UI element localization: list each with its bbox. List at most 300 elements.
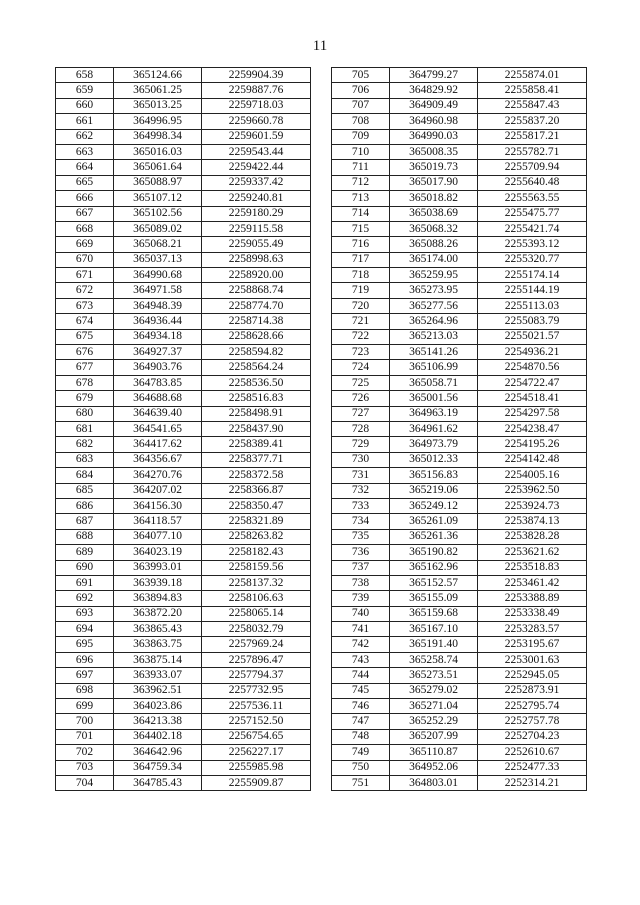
table-row	[332, 252, 587, 267]
x-coordinate-cell: 365106.99	[390, 360, 478, 375]
table-row	[332, 760, 587, 775]
point-number-cell: 699	[56, 699, 114, 714]
table-row	[332, 298, 587, 313]
table-row	[332, 129, 587, 144]
table-row	[56, 268, 311, 283]
table-row	[56, 745, 311, 760]
y-coordinate-cell: 2258366.87	[202, 483, 311, 498]
y-coordinate-cell: 2254195.26	[478, 437, 587, 452]
x-coordinate-cell: 363962.51	[114, 683, 202, 698]
y-coordinate-cell: 2252610.67	[478, 745, 587, 760]
y-coordinate-cell: 2254722.47	[478, 375, 587, 390]
table-row	[56, 252, 311, 267]
point-number-cell: 713	[332, 191, 390, 206]
point-number-cell: 717	[332, 252, 390, 267]
coordinates-table-right	[331, 67, 587, 791]
x-coordinate-cell: 365190.82	[390, 545, 478, 560]
point-number-cell: 668	[56, 221, 114, 236]
x-coordinate-cell: 365068.21	[114, 237, 202, 252]
x-coordinate-cell: 363993.01	[114, 560, 202, 575]
point-number-cell: 679	[56, 391, 114, 406]
x-coordinate-cell: 364971.58	[114, 283, 202, 298]
table-row	[332, 83, 587, 98]
y-coordinate-cell: 2253001.63	[478, 652, 587, 667]
x-coordinate-cell: 364639.40	[114, 406, 202, 421]
y-coordinate-cell: 2257152.50	[202, 714, 311, 729]
point-number-cell: 715	[332, 221, 390, 236]
y-coordinate-cell: 2259422.44	[202, 160, 311, 175]
table-row	[332, 637, 587, 652]
table-row	[56, 699, 311, 714]
table-row	[56, 144, 311, 159]
x-coordinate-cell: 364356.67	[114, 452, 202, 467]
x-coordinate-cell: 365273.95	[390, 283, 478, 298]
y-coordinate-cell: 2258536.50	[202, 375, 311, 390]
x-coordinate-cell: 365107.12	[114, 191, 202, 206]
x-coordinate-cell: 364990.68	[114, 268, 202, 283]
table-row	[332, 114, 587, 129]
table-body	[332, 68, 587, 791]
x-coordinate-cell: 364156.30	[114, 498, 202, 513]
point-number-cell: 736	[332, 545, 390, 560]
x-coordinate-cell: 365019.73	[390, 160, 478, 175]
table-row	[332, 699, 587, 714]
table-row	[56, 652, 311, 667]
point-number-cell: 669	[56, 237, 114, 252]
y-coordinate-cell: 2255393.12	[478, 237, 587, 252]
x-coordinate-cell: 365038.69	[390, 206, 478, 221]
x-coordinate-cell: 365008.35	[390, 144, 478, 159]
table-row	[332, 545, 587, 560]
y-coordinate-cell: 2255817.21	[478, 129, 587, 144]
table-row	[56, 329, 311, 344]
point-number-cell: 710	[332, 144, 390, 159]
point-number-cell: 738	[332, 575, 390, 590]
point-number-cell: 659	[56, 83, 114, 98]
table-row	[56, 68, 311, 83]
y-coordinate-cell: 2258350.47	[202, 498, 311, 513]
y-coordinate-cell: 2258498.91	[202, 406, 311, 421]
table-row	[56, 714, 311, 729]
point-number-cell: 671	[56, 268, 114, 283]
point-number-cell: 701	[56, 729, 114, 744]
y-coordinate-cell: 2254142.48	[478, 452, 587, 467]
y-coordinate-cell: 2252795.74	[478, 699, 587, 714]
point-number-cell: 745	[332, 683, 390, 698]
y-coordinate-cell: 2258377.71	[202, 452, 311, 467]
y-coordinate-cell: 2255113.03	[478, 298, 587, 313]
table-row	[56, 729, 311, 744]
x-coordinate-cell: 365088.26	[390, 237, 478, 252]
y-coordinate-cell: 2255421.74	[478, 221, 587, 236]
point-number-cell: 688	[56, 529, 114, 544]
point-number-cell: 673	[56, 298, 114, 313]
x-coordinate-cell: 363933.07	[114, 668, 202, 683]
y-coordinate-cell: 2252945.05	[478, 668, 587, 683]
x-coordinate-cell: 365141.26	[390, 345, 478, 360]
x-coordinate-cell: 365174.00	[390, 252, 478, 267]
point-number-cell: 732	[332, 483, 390, 498]
point-number-cell: 678	[56, 375, 114, 390]
y-coordinate-cell: 2253874.13	[478, 514, 587, 529]
point-number-cell: 744	[332, 668, 390, 683]
point-number-cell: 674	[56, 314, 114, 329]
x-coordinate-cell: 365001.56	[390, 391, 478, 406]
x-coordinate-cell: 365068.32	[390, 221, 478, 236]
y-coordinate-cell: 2256227.17	[202, 745, 311, 760]
table-row	[332, 775, 587, 790]
table-row	[332, 206, 587, 221]
x-coordinate-cell: 365213.03	[390, 329, 478, 344]
x-coordinate-cell: 365124.66	[114, 68, 202, 83]
point-number-cell: 700	[56, 714, 114, 729]
y-coordinate-cell: 2258032.79	[202, 622, 311, 637]
x-coordinate-cell: 365271.04	[390, 699, 478, 714]
x-coordinate-cell: 365261.09	[390, 514, 478, 529]
x-coordinate-cell: 364996.95	[114, 114, 202, 129]
table-row	[332, 98, 587, 113]
x-coordinate-cell: 364417.62	[114, 437, 202, 452]
table-row	[332, 652, 587, 667]
x-coordinate-cell: 365219.06	[390, 483, 478, 498]
point-number-cell: 695	[56, 637, 114, 652]
x-coordinate-cell: 365012.33	[390, 452, 478, 467]
y-coordinate-cell: 2258868.74	[202, 283, 311, 298]
point-number-cell: 658	[56, 68, 114, 83]
x-coordinate-cell: 365152.57	[390, 575, 478, 590]
point-number-cell: 751	[332, 775, 390, 790]
x-coordinate-cell: 365259.95	[390, 268, 478, 283]
y-coordinate-cell: 2253283.57	[478, 622, 587, 637]
point-number-cell: 750	[332, 760, 390, 775]
y-coordinate-cell: 2258106.63	[202, 591, 311, 606]
table-row	[56, 575, 311, 590]
point-number-cell: 687	[56, 514, 114, 529]
point-number-cell: 692	[56, 591, 114, 606]
y-coordinate-cell: 2255475.77	[478, 206, 587, 221]
point-number-cell: 666	[56, 191, 114, 206]
y-coordinate-cell: 2259115.58	[202, 221, 311, 236]
table-row	[332, 452, 587, 467]
x-coordinate-cell: 363872.20	[114, 606, 202, 621]
table-row	[332, 345, 587, 360]
y-coordinate-cell: 2254005.16	[478, 468, 587, 483]
y-coordinate-cell: 2252704.23	[478, 729, 587, 744]
table-row	[56, 391, 311, 406]
y-coordinate-cell: 2259601.59	[202, 129, 311, 144]
point-number-cell: 705	[332, 68, 390, 83]
table-row	[56, 637, 311, 652]
point-number-cell: 702	[56, 745, 114, 760]
x-coordinate-cell: 364936.44	[114, 314, 202, 329]
y-coordinate-cell: 2259660.78	[202, 114, 311, 129]
point-number-cell: 724	[332, 360, 390, 375]
point-number-cell: 728	[332, 421, 390, 436]
x-coordinate-cell: 364642.96	[114, 745, 202, 760]
y-coordinate-cell: 2258774.70	[202, 298, 311, 313]
x-coordinate-cell: 365061.25	[114, 83, 202, 98]
table-row	[332, 683, 587, 698]
table-row	[332, 606, 587, 621]
x-coordinate-cell: 365102.56	[114, 206, 202, 221]
y-coordinate-cell: 2253195.67	[478, 637, 587, 652]
y-coordinate-cell: 2255874.01	[478, 68, 587, 83]
y-coordinate-cell: 2259887.76	[202, 83, 311, 98]
y-coordinate-cell: 2258263.82	[202, 529, 311, 544]
y-coordinate-cell: 2253962.50	[478, 483, 587, 498]
point-number-cell: 741	[332, 622, 390, 637]
table-row	[56, 775, 311, 790]
point-number-cell: 720	[332, 298, 390, 313]
y-coordinate-cell: 2255847.43	[478, 98, 587, 113]
x-coordinate-cell: 364402.18	[114, 729, 202, 744]
table-row	[56, 452, 311, 467]
x-coordinate-cell: 364909.49	[390, 98, 478, 113]
point-number-cell: 677	[56, 360, 114, 375]
y-coordinate-cell: 2258628.66	[202, 329, 311, 344]
table-row	[332, 375, 587, 390]
point-number-cell: 689	[56, 545, 114, 560]
point-number-cell: 662	[56, 129, 114, 144]
y-coordinate-cell: 2257536.11	[202, 699, 311, 714]
y-coordinate-cell: 2259240.81	[202, 191, 311, 206]
y-coordinate-cell: 2257896.47	[202, 652, 311, 667]
y-coordinate-cell: 2258159.56	[202, 560, 311, 575]
table-row	[332, 575, 587, 590]
x-coordinate-cell: 364799.27	[390, 68, 478, 83]
point-number-cell: 743	[332, 652, 390, 667]
y-coordinate-cell: 2252314.21	[478, 775, 587, 790]
point-number-cell: 660	[56, 98, 114, 113]
x-coordinate-cell: 365037.13	[114, 252, 202, 267]
table-row	[332, 560, 587, 575]
x-coordinate-cell: 365252.29	[390, 714, 478, 729]
x-coordinate-cell: 364960.98	[390, 114, 478, 129]
y-coordinate-cell: 2259718.03	[202, 98, 311, 113]
y-coordinate-cell: 2255640.48	[478, 175, 587, 190]
x-coordinate-cell: 365061.64	[114, 160, 202, 175]
x-coordinate-cell: 365013.25	[114, 98, 202, 113]
x-coordinate-cell: 364948.39	[114, 298, 202, 313]
y-coordinate-cell: 2255909.87	[202, 775, 311, 790]
x-coordinate-cell: 364973.79	[390, 437, 478, 452]
table-row	[56, 498, 311, 513]
table-body	[56, 68, 311, 791]
point-number-cell: 661	[56, 114, 114, 129]
point-number-cell: 709	[332, 129, 390, 144]
y-coordinate-cell: 2258372.58	[202, 468, 311, 483]
y-coordinate-cell: 2252477.33	[478, 760, 587, 775]
x-coordinate-cell: 365110.87	[390, 745, 478, 760]
y-coordinate-cell: 2256754.65	[202, 729, 311, 744]
point-number-cell: 742	[332, 637, 390, 652]
table-row	[332, 514, 587, 529]
x-coordinate-cell: 364118.57	[114, 514, 202, 529]
table-row	[56, 345, 311, 360]
x-coordinate-cell: 365279.02	[390, 683, 478, 698]
point-number-cell: 682	[56, 437, 114, 452]
point-number-cell: 665	[56, 175, 114, 190]
y-coordinate-cell: 2258594.82	[202, 345, 311, 360]
point-number-cell: 696	[56, 652, 114, 667]
y-coordinate-cell: 2255021.57	[478, 329, 587, 344]
point-number-cell: 730	[332, 452, 390, 467]
table-row	[56, 221, 311, 236]
x-coordinate-cell: 363863.75	[114, 637, 202, 652]
point-number-cell: 746	[332, 699, 390, 714]
point-number-cell: 722	[332, 329, 390, 344]
y-coordinate-cell: 2257732.95	[202, 683, 311, 698]
y-coordinate-cell: 2254297.58	[478, 406, 587, 421]
table-row	[332, 483, 587, 498]
table-row	[332, 391, 587, 406]
x-coordinate-cell: 365273.51	[390, 668, 478, 683]
table-row	[56, 314, 311, 329]
point-number-cell: 719	[332, 283, 390, 298]
table-row	[332, 68, 587, 83]
table-row	[332, 714, 587, 729]
point-number-cell: 723	[332, 345, 390, 360]
x-coordinate-cell: 365159.68	[390, 606, 478, 621]
x-coordinate-cell: 363875.14	[114, 652, 202, 667]
table-row	[56, 206, 311, 221]
table-row	[56, 191, 311, 206]
table-row	[56, 298, 311, 313]
point-number-cell: 748	[332, 729, 390, 744]
x-coordinate-cell: 365264.96	[390, 314, 478, 329]
table-row	[56, 760, 311, 775]
table-row	[56, 129, 311, 144]
y-coordinate-cell: 2255837.20	[478, 114, 587, 129]
table-row	[56, 421, 311, 436]
x-coordinate-cell: 365058.71	[390, 375, 478, 390]
point-number-cell: 739	[332, 591, 390, 606]
table-row	[332, 729, 587, 744]
point-number-cell: 680	[56, 406, 114, 421]
table-row	[332, 191, 587, 206]
point-number-cell: 686	[56, 498, 114, 513]
table-row	[56, 98, 311, 113]
x-coordinate-cell: 365016.03	[114, 144, 202, 159]
point-number-cell: 721	[332, 314, 390, 329]
page-number: 11	[312, 38, 328, 54]
table-row	[56, 237, 311, 252]
table-row	[56, 545, 311, 560]
point-number-cell: 683	[56, 452, 114, 467]
x-coordinate-cell: 364270.76	[114, 468, 202, 483]
y-coordinate-cell: 2258182.43	[202, 545, 311, 560]
y-coordinate-cell: 2258516.83	[202, 391, 311, 406]
x-coordinate-cell: 364903.76	[114, 360, 202, 375]
table-row	[56, 560, 311, 575]
x-coordinate-cell: 365277.56	[390, 298, 478, 313]
table-row	[56, 114, 311, 129]
table-row	[56, 437, 311, 452]
coordinates-table-left	[55, 67, 311, 791]
y-coordinate-cell: 2254870.56	[478, 360, 587, 375]
y-coordinate-cell: 2255709.94	[478, 160, 587, 175]
point-number-cell: 693	[56, 606, 114, 621]
x-coordinate-cell: 365089.02	[114, 221, 202, 236]
x-coordinate-cell: 364077.10	[114, 529, 202, 544]
x-coordinate-cell: 363939.18	[114, 575, 202, 590]
point-number-cell: 731	[332, 468, 390, 483]
point-number-cell: 725	[332, 375, 390, 390]
table-row	[332, 360, 587, 375]
x-coordinate-cell: 365261.36	[390, 529, 478, 544]
x-coordinate-cell: 364207.02	[114, 483, 202, 498]
point-number-cell: 712	[332, 175, 390, 190]
y-coordinate-cell: 2254936.21	[478, 345, 587, 360]
table-row	[332, 283, 587, 298]
table-row	[332, 175, 587, 190]
x-coordinate-cell: 364829.92	[390, 83, 478, 98]
table-row	[332, 437, 587, 452]
table-row	[332, 406, 587, 421]
table-row	[332, 498, 587, 513]
table-row	[56, 529, 311, 544]
y-coordinate-cell: 2255083.79	[478, 314, 587, 329]
point-number-cell: 735	[332, 529, 390, 544]
table-row	[56, 160, 311, 175]
table-row	[332, 268, 587, 283]
y-coordinate-cell: 2258564.24	[202, 360, 311, 375]
table-row	[56, 360, 311, 375]
x-coordinate-cell: 364961.62	[390, 421, 478, 436]
table-row	[332, 144, 587, 159]
point-number-cell: 667	[56, 206, 114, 221]
table-row	[332, 329, 587, 344]
y-coordinate-cell: 2258065.14	[202, 606, 311, 621]
point-number-cell: 664	[56, 160, 114, 175]
x-coordinate-cell: 365249.12	[390, 498, 478, 513]
point-number-cell: 749	[332, 745, 390, 760]
y-coordinate-cell: 2254238.47	[478, 421, 587, 436]
x-coordinate-cell: 364759.34	[114, 760, 202, 775]
x-coordinate-cell: 364688.68	[114, 391, 202, 406]
y-coordinate-cell: 2253621.62	[478, 545, 587, 560]
table-row	[332, 314, 587, 329]
point-number-cell: 672	[56, 283, 114, 298]
table-row	[56, 175, 311, 190]
y-coordinate-cell: 2258920.00	[202, 268, 311, 283]
point-number-cell: 694	[56, 622, 114, 637]
table-row	[332, 745, 587, 760]
y-coordinate-cell: 2253461.42	[478, 575, 587, 590]
x-coordinate-cell: 365156.83	[390, 468, 478, 483]
point-number-cell: 708	[332, 114, 390, 129]
table-row	[56, 283, 311, 298]
point-number-cell: 716	[332, 237, 390, 252]
x-coordinate-cell: 364934.18	[114, 329, 202, 344]
point-number-cell: 747	[332, 714, 390, 729]
y-coordinate-cell: 2259180.29	[202, 206, 311, 221]
y-coordinate-cell: 2253338.49	[478, 606, 587, 621]
table-row	[332, 237, 587, 252]
y-coordinate-cell: 2259543.44	[202, 144, 311, 159]
y-coordinate-cell: 2255782.71	[478, 144, 587, 159]
y-coordinate-cell: 2259055.49	[202, 237, 311, 252]
table-row	[56, 406, 311, 421]
point-number-cell: 726	[332, 391, 390, 406]
y-coordinate-cell: 2259904.39	[202, 68, 311, 83]
point-number-cell: 714	[332, 206, 390, 221]
y-coordinate-cell: 2252873.91	[478, 683, 587, 698]
y-coordinate-cell: 2257969.24	[202, 637, 311, 652]
x-coordinate-cell: 365017.90	[390, 175, 478, 190]
point-number-cell: 737	[332, 560, 390, 575]
table-row	[332, 221, 587, 236]
